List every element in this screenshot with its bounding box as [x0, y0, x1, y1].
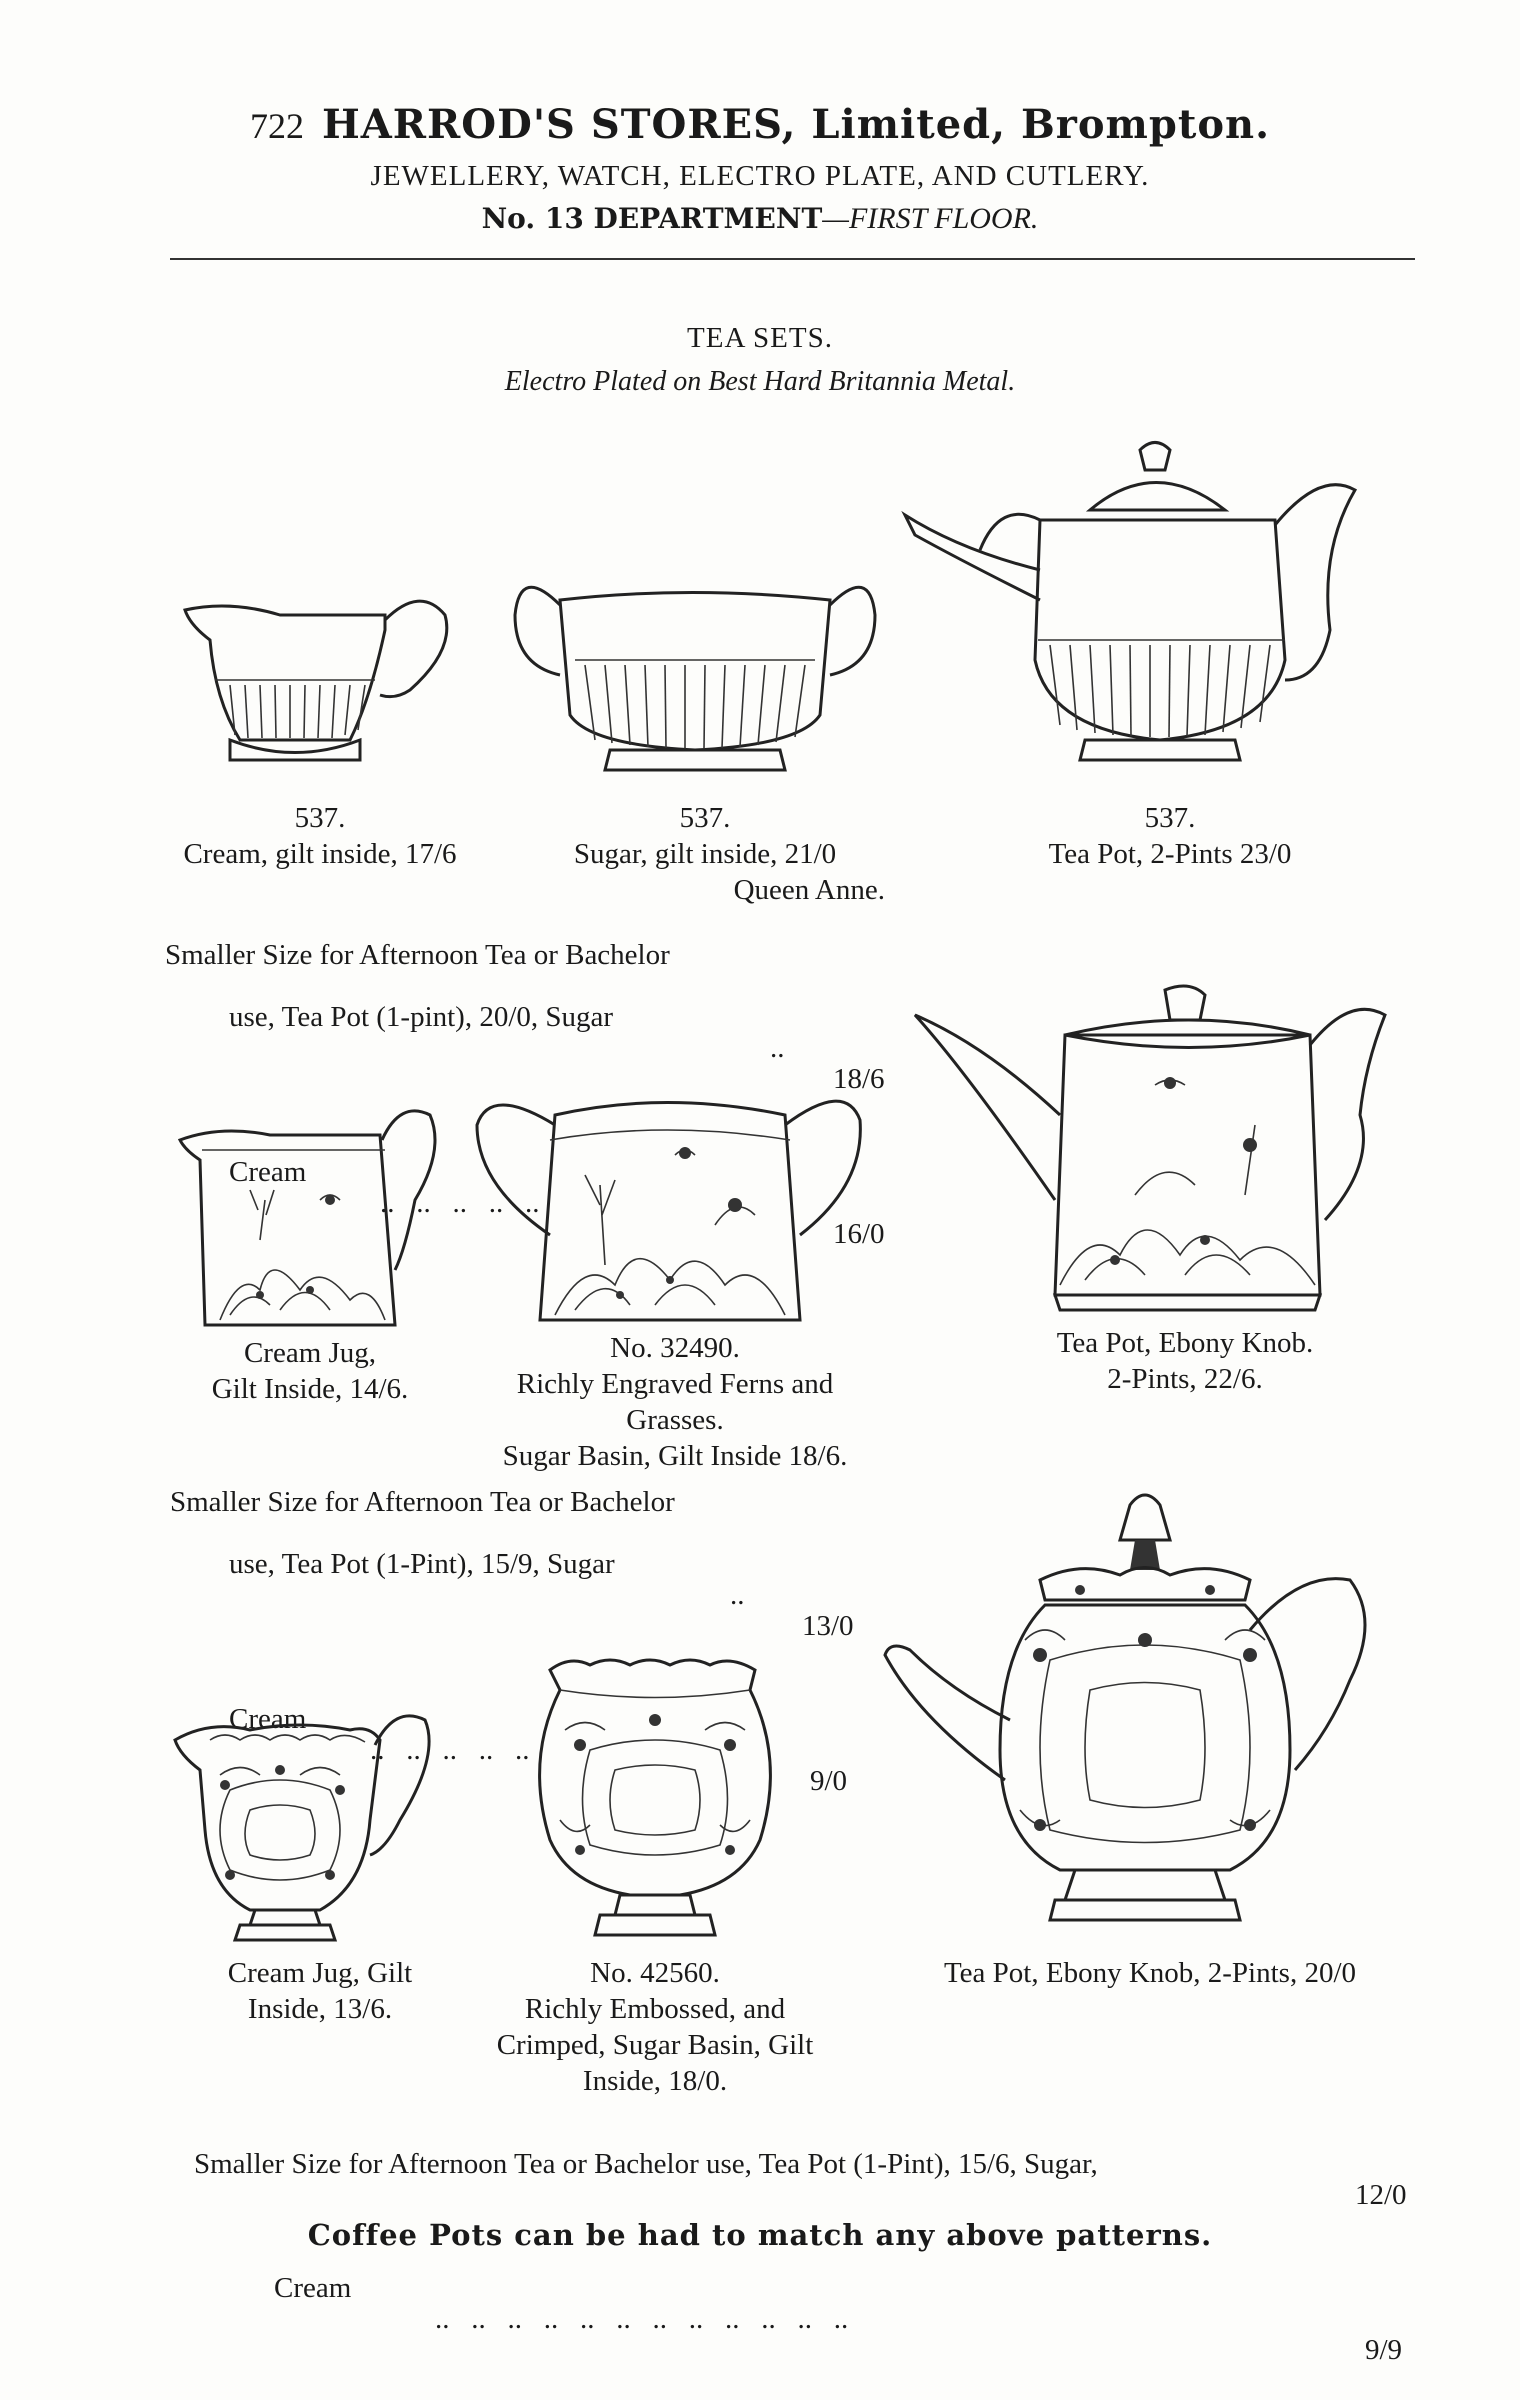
sugar-537-caption — [520, 800, 890, 908]
set3-smaller-cream-price: 9/9 — [1365, 2334, 1403, 2366]
sugar-basin-32490-number: No. 32490. — [610, 1332, 740, 1364]
teapot-537-illustration — [900, 430, 1420, 785]
set3-smaller-sugar-price: 12/0 — [1355, 2179, 1407, 2211]
set1-smaller-line3-text: Cream — [229, 1156, 307, 1188]
department-number: No. 13 DEPARTMENT — [481, 202, 823, 235]
page-number: 722 — [249, 106, 304, 146]
sugar-basin-42560-illustration — [520, 1650, 790, 1955]
teapot-537-desc: Tea Pot, 2-Pints 23/0 — [1048, 838, 1292, 870]
sugar-537-desc: Sugar, gilt inside, 21/0 — [573, 838, 837, 870]
cream-537-number: 537. — [294, 802, 346, 834]
cream-jug-ferns-caption — [175, 1335, 445, 1407]
department-floor: —FIRST FLOOR. — [822, 202, 1039, 235]
teapot-embossed-caption — [860, 1955, 1440, 1991]
sugar-basin-42560-number: No. 42560. — [590, 1957, 720, 1989]
sugar-basin-32490-line1: Richly Engraved Ferns and — [516, 1368, 834, 1400]
set2-smaller-line3-dots: .. .. .. .. .. — [370, 1734, 530, 1766]
set2-smaller-sugar-price: 13/0 — [802, 1610, 854, 1642]
teapot-embossed-illustration — [880, 1480, 1420, 1935]
cream-jug-embossed-line1: Cream Jug, Gilt — [227, 1957, 413, 1989]
set1-smaller-line2-dots: .. — [770, 1032, 785, 1064]
teapot-537-number: 537. — [1144, 802, 1196, 834]
sugar-basin-42560-line1: Richly Embossed, and — [524, 1993, 786, 2025]
cream-jug-ferns-line1: Cream Jug, — [243, 1337, 377, 1369]
cream-jug-ferns-illustration — [170, 1090, 450, 1335]
set2-smaller-cream-price: 9/0 — [810, 1765, 848, 1797]
set1-smaller-cream-price: 16/0 — [833, 1218, 885, 1250]
sugar-basin-42560-caption — [445, 1955, 865, 2099]
set1-smaller-sugar-price: 18/6 — [833, 1063, 885, 1095]
sugar-bowl-537-illustration — [500, 545, 890, 790]
teapot-ebony-knob-ferns-line1: Tea Pot, Ebony Knob. — [1056, 1327, 1314, 1359]
set3-smaller-line2-dots: .. .. .. .. .. .. .. .. .. .. .. .. — [435, 2303, 849, 2335]
cream-jug-537-illustration — [170, 580, 470, 790]
header-rule — [170, 258, 1415, 260]
sugar-basin-42560-line3: Inside, 18/0. — [582, 2065, 728, 2097]
set2-smaller-line1: Smaller Size for Afternoon Tea or Bachelor — [170, 1486, 675, 1518]
set3-smaller-size-note — [165, 2118, 1415, 2397]
cream-jug-embossed-caption — [185, 1955, 455, 2027]
set3-smaller-line2-text: Cream — [274, 2272, 352, 2304]
set2-smaller-line3-text: Cream — [229, 1703, 307, 1735]
teapot-ebony-knob-ferns-line2: 2-Pints, 22/6. — [1107, 1363, 1263, 1395]
store-name: HARROD'S STORES, Limited, Brompton. — [321, 101, 1271, 148]
sugar-basin-32490-line2: Grasses. — [626, 1404, 724, 1436]
set2-smaller-line2-dots: .. — [730, 1579, 745, 1611]
cream-jug-embossed-line2: Inside, 13/6. — [247, 1993, 393, 2025]
section-subtitle: Electro Plated on Best Hard Britannia Metal. — [504, 366, 1016, 397]
cream-537-desc: Cream, gilt inside, 17/6 — [183, 838, 457, 870]
sugar-basin-42560-line2: Crimped, Sugar Basin, Gilt — [496, 2029, 814, 2061]
department-line — [0, 202, 1520, 236]
cream-jug-embossed-illustration — [170, 1700, 440, 1955]
cream-537-caption — [150, 800, 490, 872]
teapot-embossed-desc: Tea Pot, Ebony Knob, 2-Pints, 20/0 — [943, 1957, 1357, 1989]
sugar-basin-32490-line3: Sugar Basin, Gilt Inside 18/6. — [502, 1440, 848, 1472]
teapot-537-caption — [990, 800, 1350, 872]
set3-smaller-line1-text: Smaller Size for Afternoon Tea or Bachelor use, Tea Pot (1-Pint), 15/6, Sugar, — [194, 2148, 1098, 2180]
cream-jug-ferns-line2: Gilt Inside, 14/6. — [211, 1373, 409, 1405]
set1-smaller-line3-dots: .. .. .. .. .. — [380, 1187, 540, 1219]
set2-smaller-line2-text: use, Tea Pot (1-Pint), 15/9, Sugar — [229, 1548, 615, 1580]
section-title: TEA SETS. — [687, 322, 833, 354]
sugar-basin-32490-caption — [455, 1330, 895, 1474]
coffee-pots-note: Coffee Pots can be had to match any above patterns. — [307, 2218, 1213, 2252]
set1-smaller-line1: Smaller Size for Afternoon Tea or Bachelor — [165, 939, 670, 971]
sugar-537-number: 537. — [679, 802, 731, 834]
page-header — [0, 100, 1520, 149]
set1-smaller-line2-text: use, Tea Pot (1-pint), 20/0, Sugar — [229, 1001, 614, 1033]
sugar-basin-32490-illustration — [455, 1065, 875, 1335]
sugar-537-style: Queen Anne. — [733, 874, 885, 906]
set3-smaller-line2 — [165, 2242, 1415, 2397]
teapot-ebony-knob-ferns-caption — [995, 1325, 1375, 1397]
teapot-ebony-knob-ferns-illustration — [905, 975, 1400, 1325]
header-subtitle: JEWELLERY, WATCH, ELECTRO PLATE, AND CUTLERY. — [370, 160, 1150, 192]
